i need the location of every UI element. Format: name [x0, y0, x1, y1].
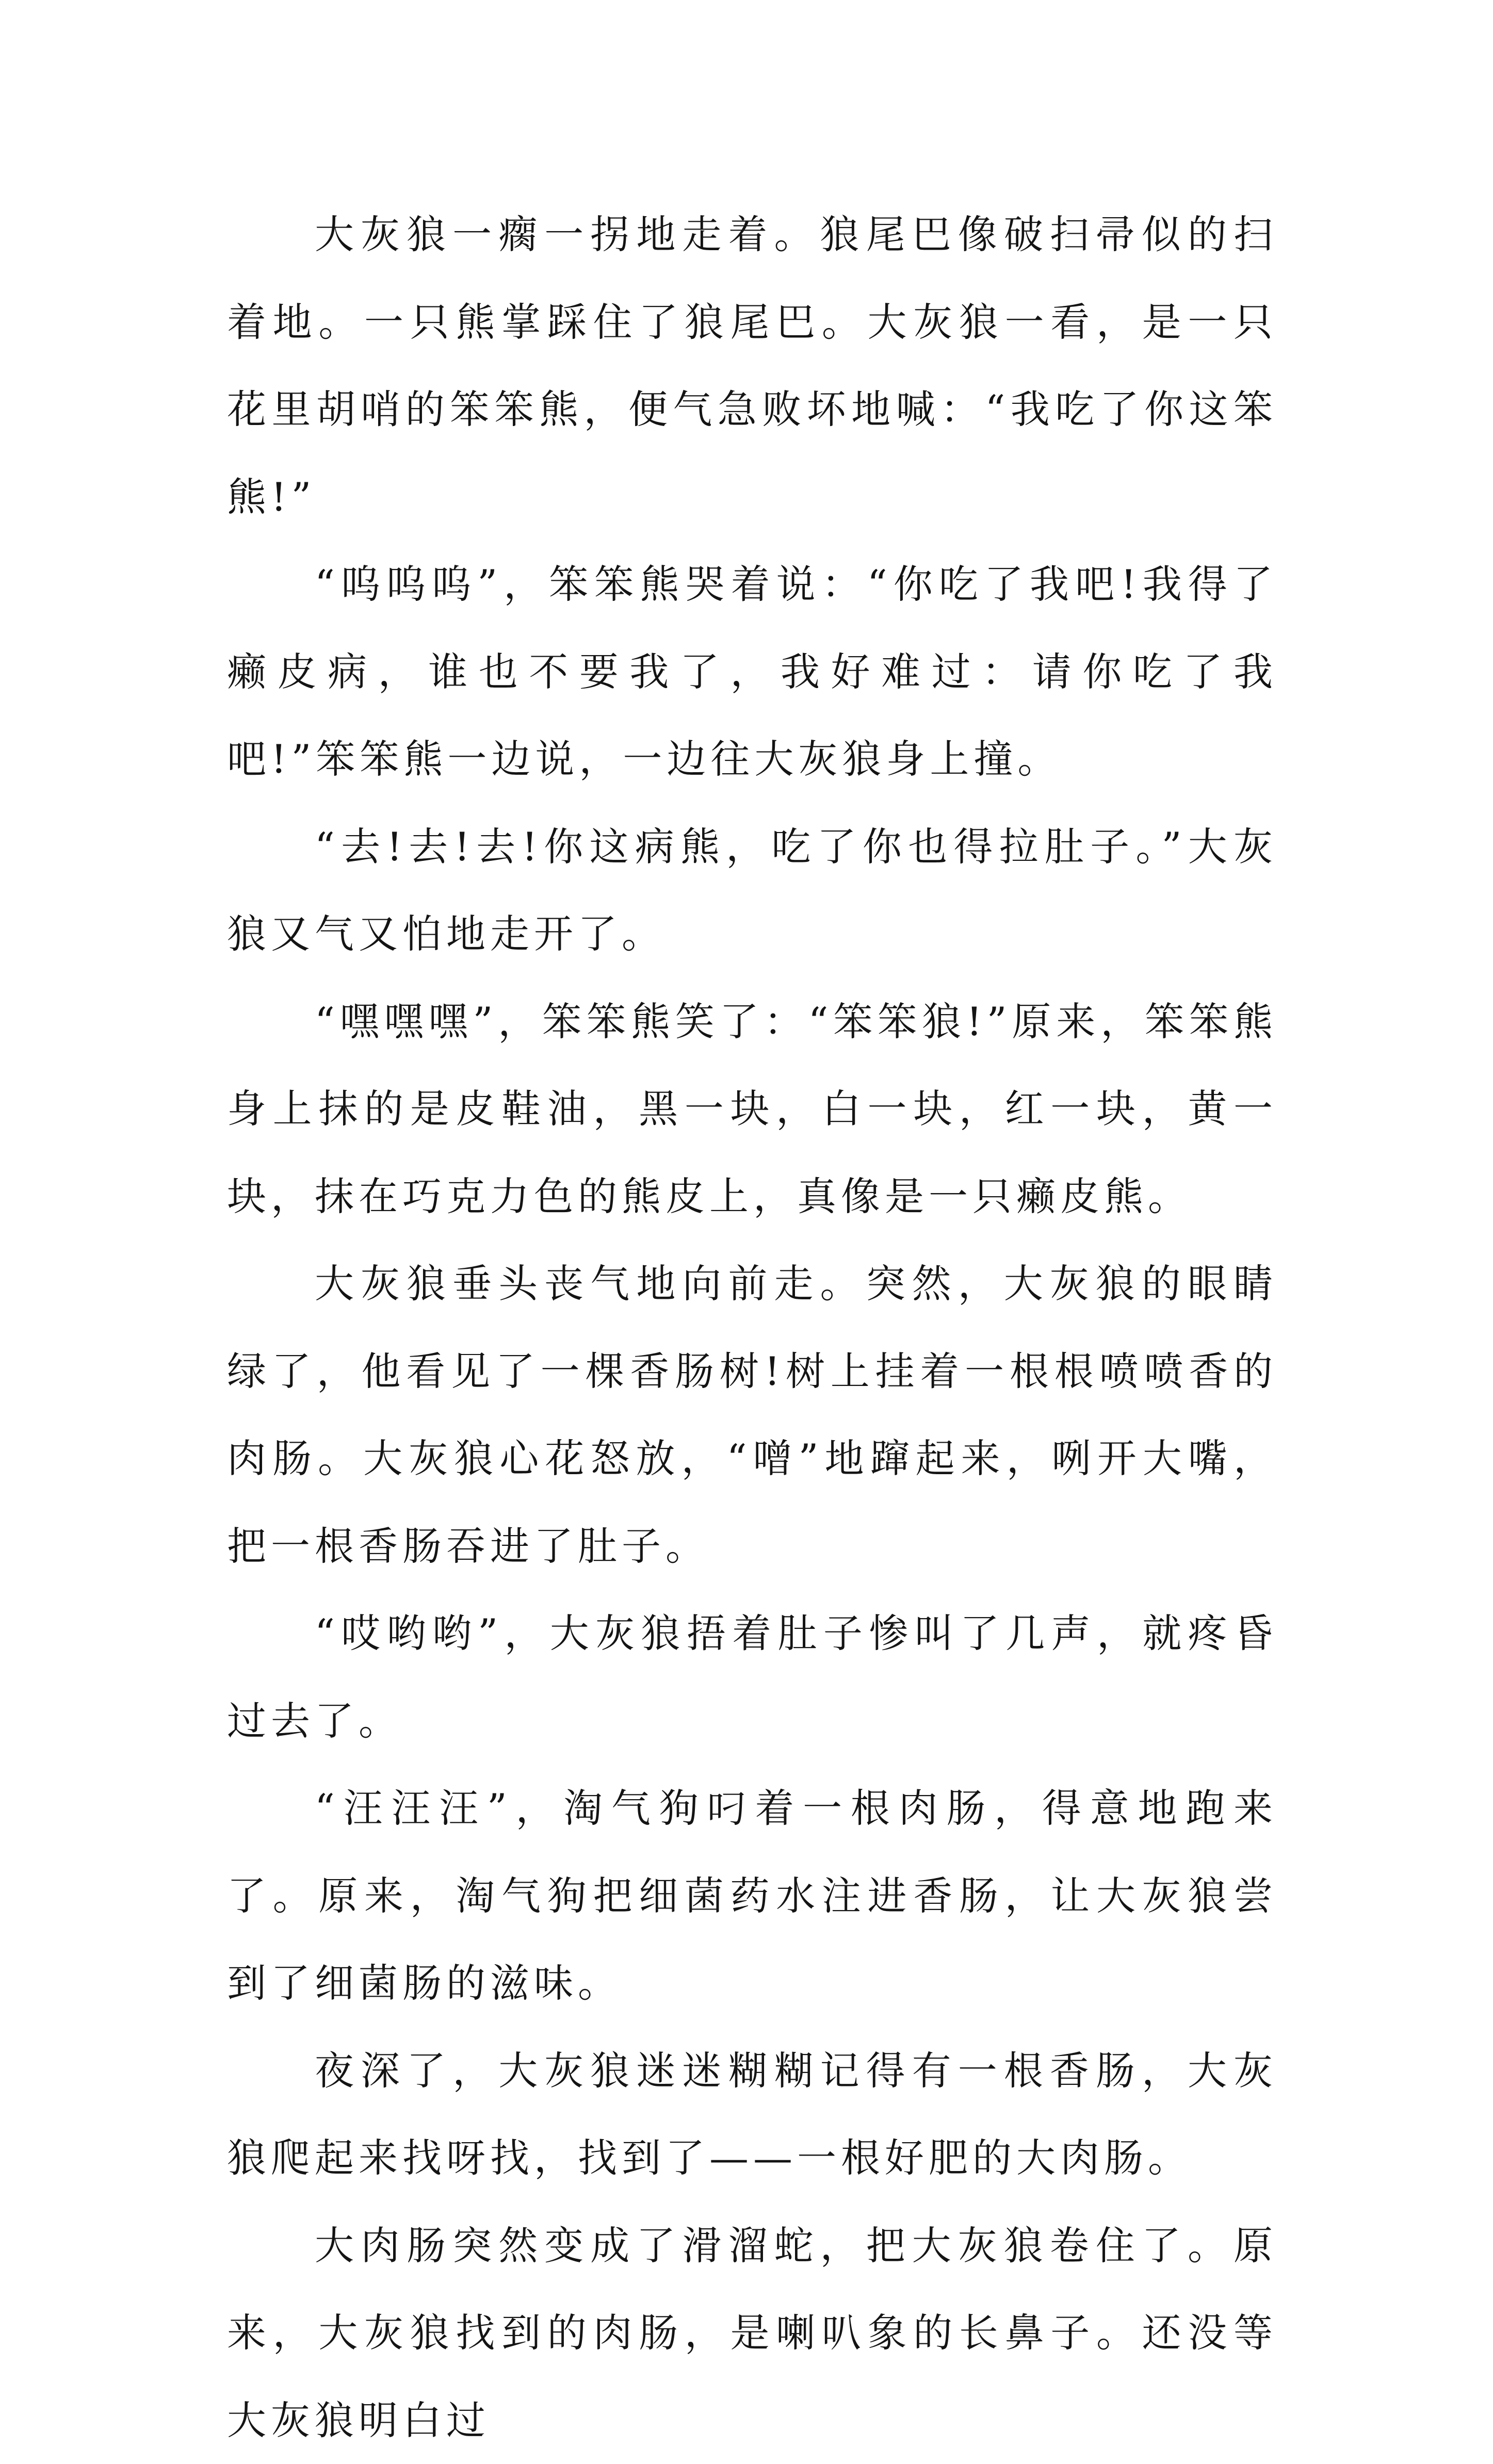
paragraph: “汪汪汪”，淘气狗叼着一根肉肠，得意地跑来了。原来，淘气狗把细菌药水注进香肠，让大灰狼尝到了细菌肠的滋味。: [227, 1765, 1277, 2027]
paragraph: 大灰狼垂头丧气地向前走。突然，大灰狼的眼睛绿了，他看见了一棵香肠树!树上挂着一根根喷喷香的肉肠。大灰狼心花怒放，“噌”地蹿起来，咧开大嘴，把一根香肠吞进了肚子。: [227, 1240, 1277, 1590]
paragraph: 大肉肠突然变成了滑溜蛇，把大灰狼卷住了。原来，大灰狼找到的肉肠，是喇叭象的长鼻子。还没等大灰狼明白过: [227, 2202, 1277, 2464]
paragraph: 夜深了，大灰狼迷迷糊糊记得有一根香肠，大灰狼爬起来找呀找，找到了——一根好肥的大肉肠。: [227, 2027, 1277, 2202]
paragraph: 大灰狼一瘸一拐地走着。狼尾巴像破扫帚似的扫着地。一只熊掌踩住了狼尾巴。大灰狼一看，是一只花里胡哨的笨笨熊，便气急败坏地喊：“我吃了你这笨熊!”: [227, 191, 1277, 541]
paragraph: “嘿嘿嘿”，笨笨熊笑了：“笨笨狼!”原来，笨笨熊身上抹的是皮鞋油，黑一块，白一块，红一块，黄一块，抹在巧克力色的熊皮上，真像是一只癞皮熊。: [227, 978, 1277, 1241]
story-text: [227, 191, 1277, 2464]
paragraph: “去!去!去!你这病熊，吃了你也得拉肚子。”大灰狼又气又怕地走开了。: [227, 803, 1277, 978]
paragraph: “呜呜呜”，笨笨熊哭着说：“你吃了我吧!我得了癞皮病，谁也不要我了，我好难过：请你吃了我吧!”笨笨熊一边说，一边往大灰狼身上撞。: [227, 541, 1277, 803]
paragraph: “哎哟哟”，大灰狼捂着肚子惨叫了几声，就疼昏过去了。: [227, 1590, 1277, 1765]
